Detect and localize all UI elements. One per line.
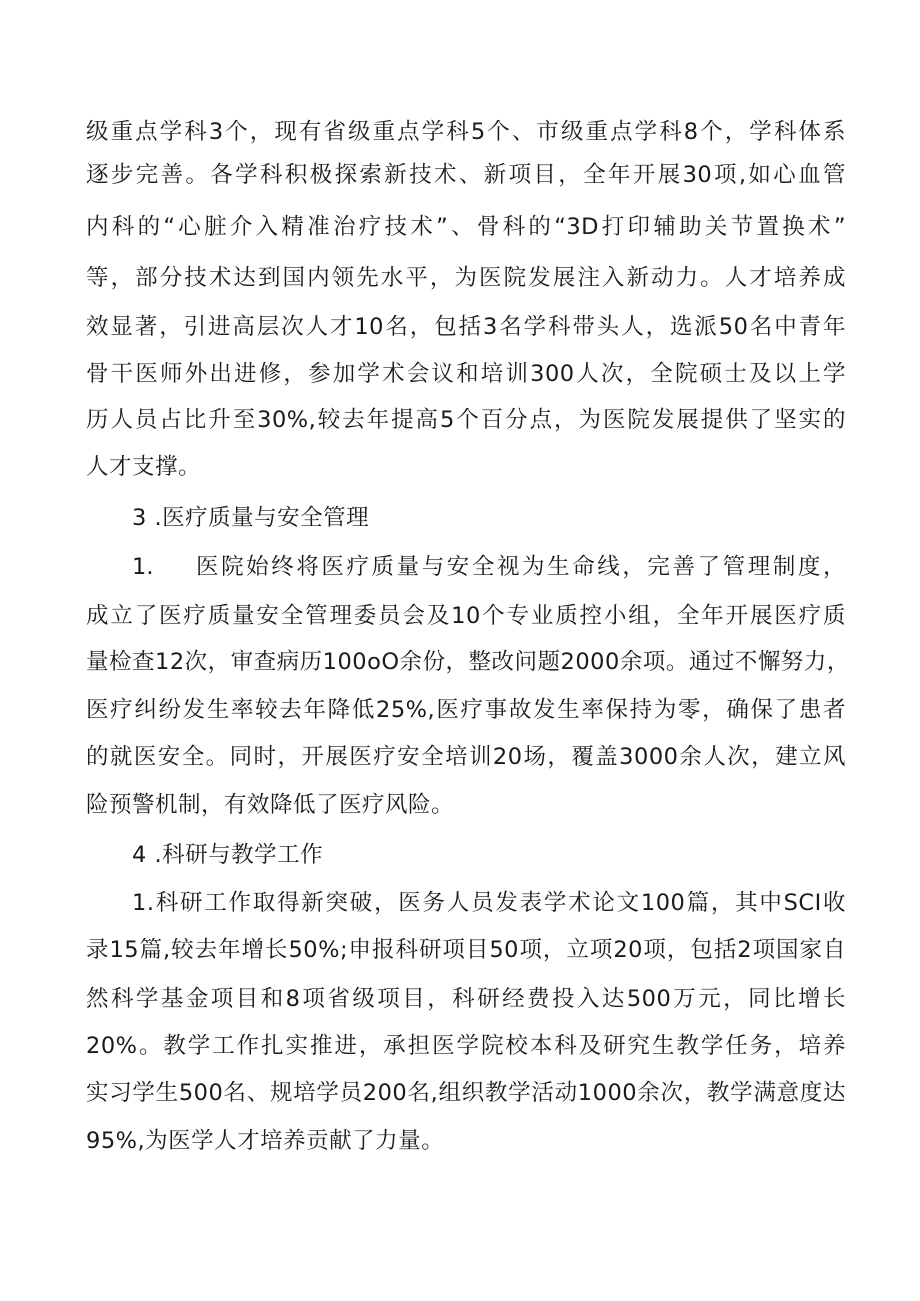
paragraph1-line-8: 人才支撑。 — [86, 454, 202, 480]
paragraph1-line-2: 逐步完善。各学科积极探索新技术、新项目，全年开展30项,如心血管 — [86, 162, 846, 188]
section3-item-number: 1. — [132, 554, 154, 580]
section4-line-1: 1.科研工作取得新突破，医务人员发表学术论文100篇，其中SCI收 — [132, 890, 846, 916]
paragraph1-line-3: 内科的“心脏介入精准治疗技术”、骨科的“3D打印辅助关节置换术” — [86, 214, 846, 240]
section4-line-6: 95%,为医学人才培养贡献了力量。 — [86, 1128, 445, 1154]
paragraph1-line-6: 骨干医师外出进修，参加学术会议和培训300人次，全院硕士及以上学 — [86, 361, 846, 387]
section3-line-3: 量检查12次，审查病历100oO余份，整改问题2000余项。通过不懈努力， — [86, 649, 850, 675]
paragraph1-line-7: 历人员占比升至30%,较去年提高5个百分点，为医院发展提供了坚实的 — [86, 407, 846, 433]
paragraph1-line-4: 等，部分技术达到国内领先水平，为医院发展注入新动力。人才培养成 — [86, 265, 846, 291]
section3-line-4: 医疗纠纷发生率较去年降低25%,医疗事故发生率保持为零，确保了患者 — [86, 697, 846, 723]
section3-heading: 3 .医疗质量与安全管理 — [132, 505, 370, 531]
section4-heading: 4 .科研与教学工作 — [132, 842, 324, 868]
section3-line-5: 的就医安全。同时，开展医疗安全培训20场，覆盖3000余人次，建立风 — [86, 744, 846, 770]
section3-line-6: 险预警机制，有效降低了医疗风险。 — [86, 792, 455, 818]
paragraph1-line-1: 级重点学科3个，现有省级重点学科5个、市级重点学科8个，学科体系 — [86, 119, 846, 145]
paragraph1-line-5: 效显著，引进高层次人才10名，包括3名学科带头人，选派50名中青年 — [86, 314, 846, 340]
section4-line-3: 然科学基金项目和8项省级项目，科研经费投入达500万元，同比增长 — [86, 986, 846, 1012]
section4-line-4: 20%。教学工作扎实推进，承担医学院校本科及研究生教学任务，培养 — [86, 1033, 846, 1059]
section3-line-1: 医院始终将医疗质量与安全视为生命线，完善了管理制度， — [196, 554, 846, 580]
section4-line-5: 实习学生500名、规培学员200名,组织教学活动1000余次，教学满意度达 — [86, 1080, 846, 1106]
section3-line-2: 成立了医疗质量安全管理委员会及10个专业质控小组，全年开展医疗质 — [86, 603, 846, 629]
section4-line-2: 录15篇,较去年增长50%;申报科研项目50项，立项20项，包括2项国家自 — [86, 937, 846, 963]
